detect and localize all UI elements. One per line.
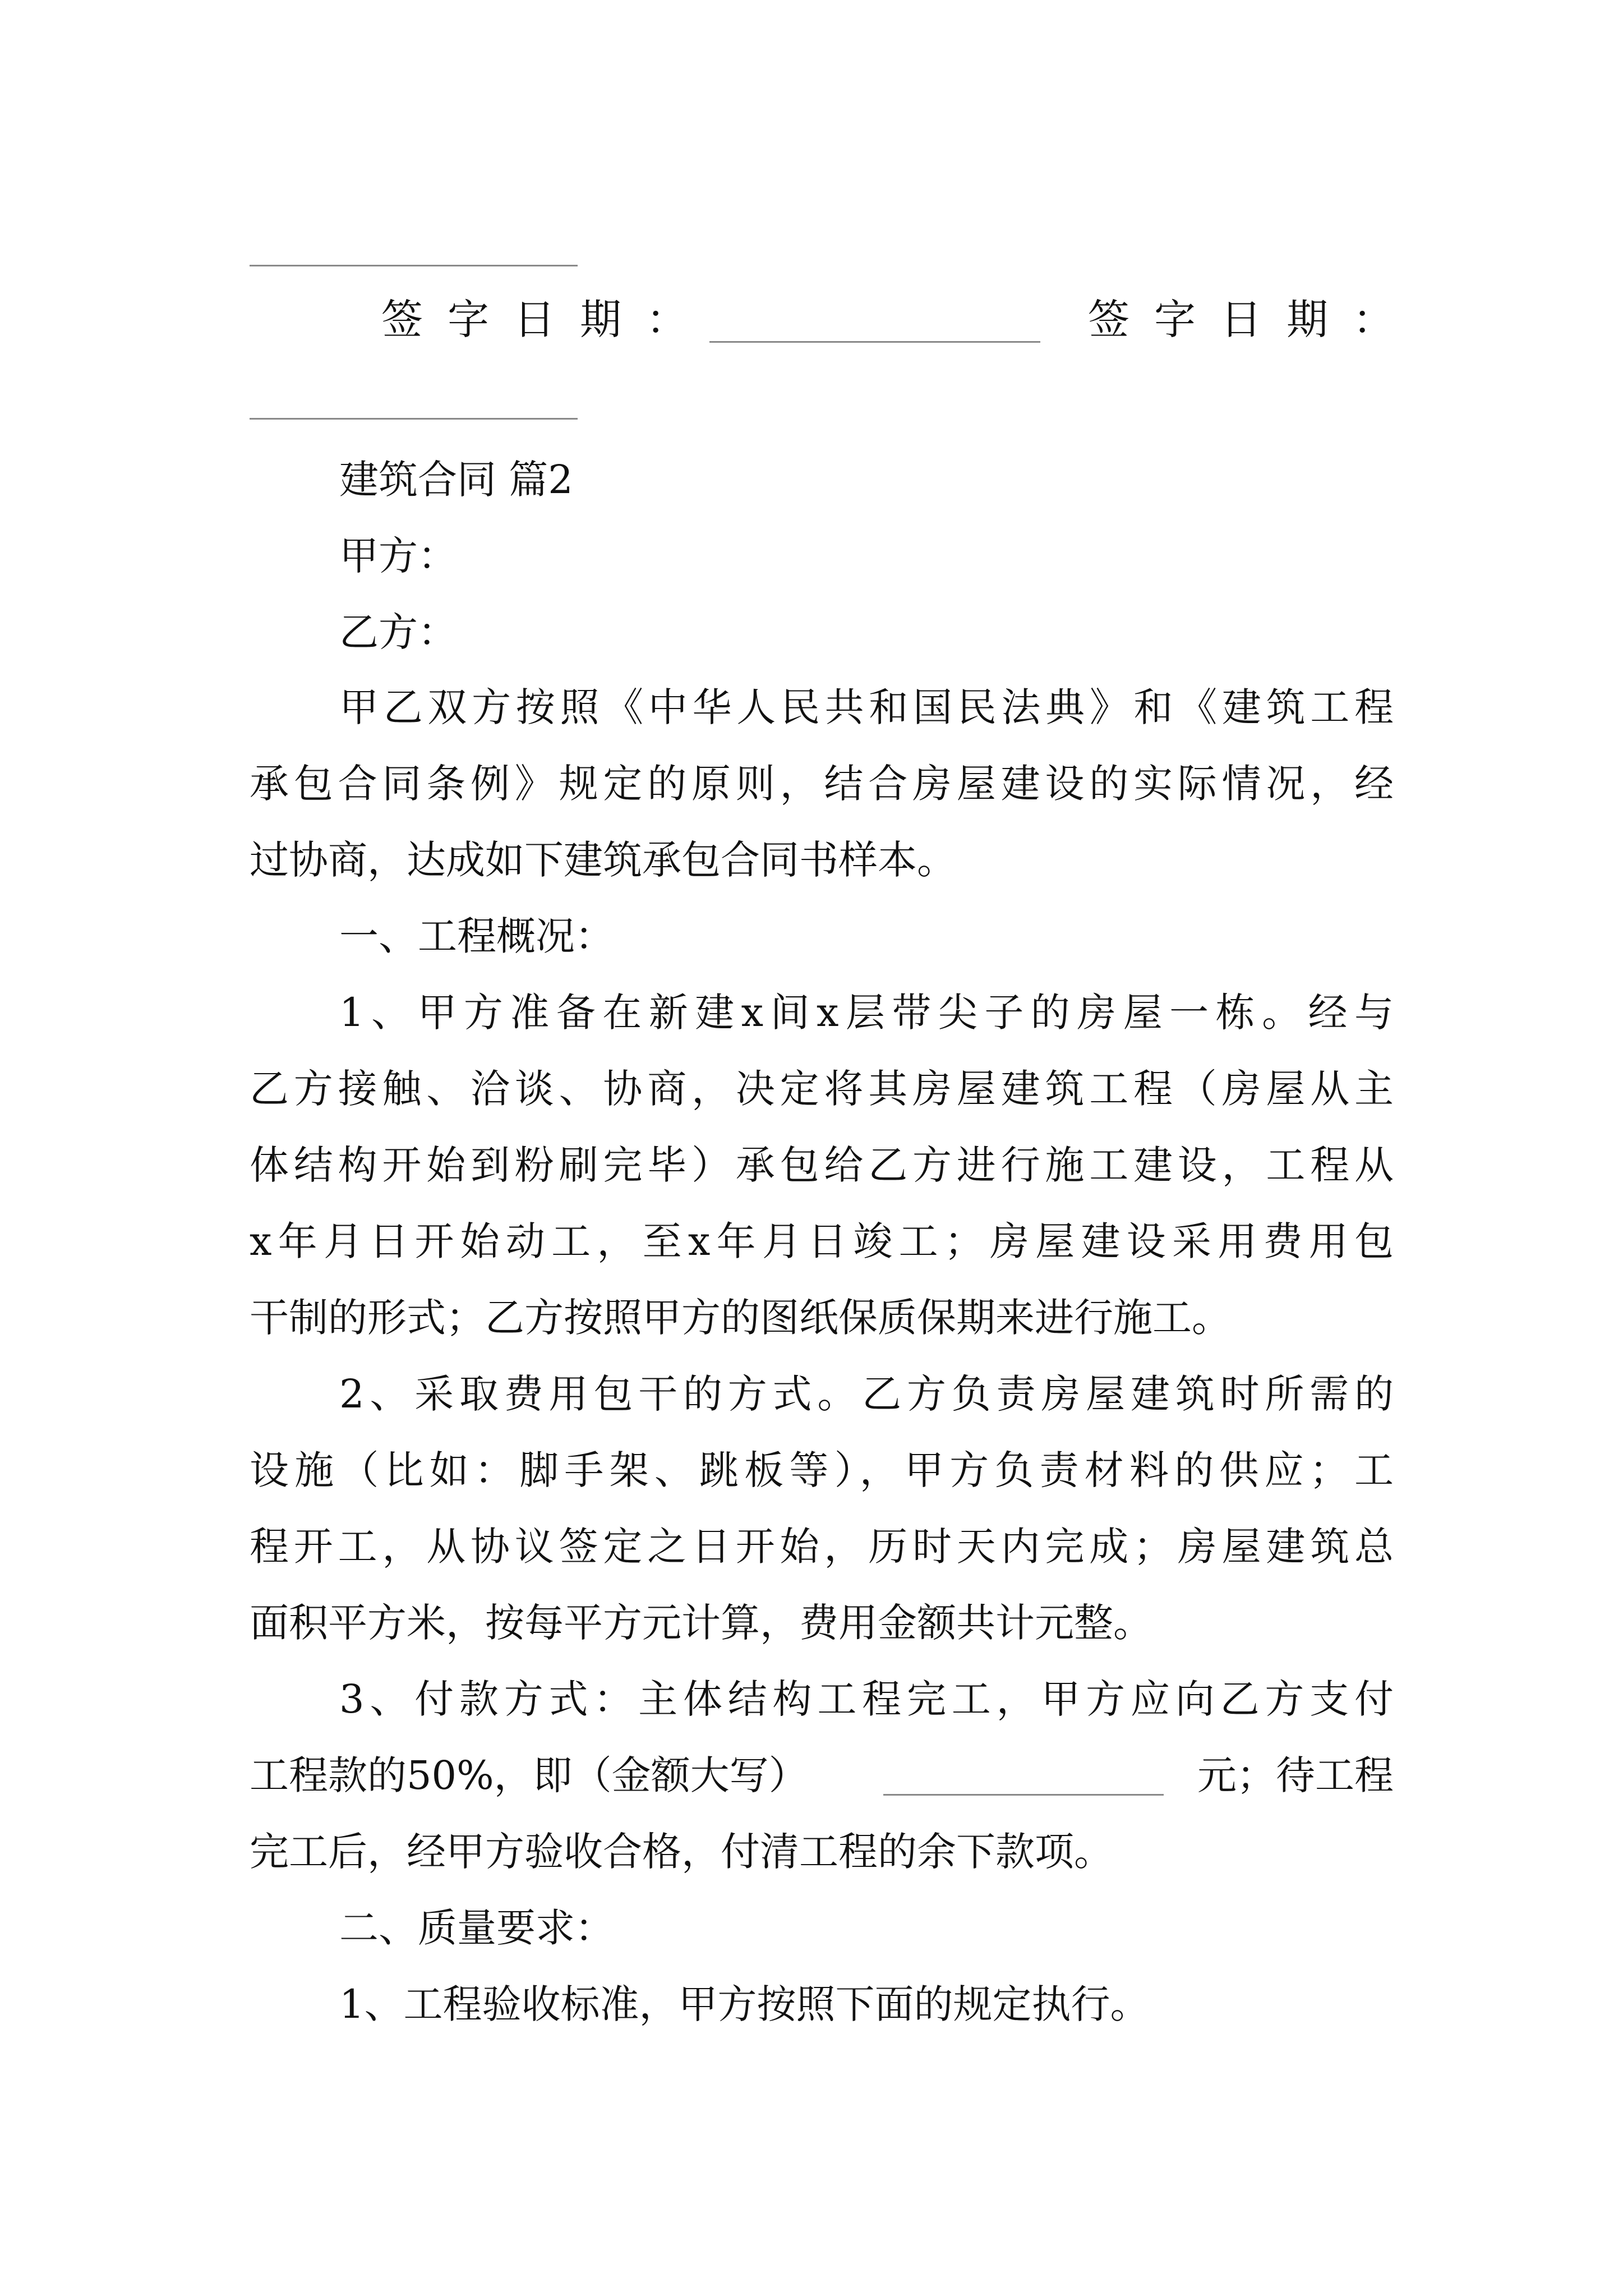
section-1-title: 一、工程概况： <box>339 913 614 959</box>
signature-line-bottom <box>250 418 578 420</box>
amount-blank[interactable] <box>883 1794 1164 1796</box>
item-2-line: 面积平方米，按每平方元计算，费用金额共计元整。 <box>250 1600 1152 1646</box>
item-1-line: x年月日开始动工，至x年月日竣工；房屋建设采用费用包 <box>250 1218 1394 1264</box>
item-2-line: 2、采取费用包干的方式。乙方负责房屋建筑时所需的 <box>339 1371 1394 1417</box>
party-b-label: 乙方： <box>339 609 457 655</box>
item-1-line: 1、甲方准备在新建x间x层带尖子的房屋一栋。经与 <box>339 990 1394 1036</box>
party-a-label: 甲方： <box>339 533 457 579</box>
item-1-line: 乙方接触、洽谈、协商，决定将其房屋建筑工程（房屋从主 <box>250 1066 1394 1112</box>
signature-date-label-right: 签字日期： <box>1088 296 1419 344</box>
item-3-line-after-blank: 元；待工程 <box>1197 1752 1394 1798</box>
item-3-line: 完工后，经甲方验收合格，付清工程的余下款项。 <box>250 1829 1113 1875</box>
item-3-line: 3、付款方式：主体结构工程完工，甲方应向乙方支付 <box>339 1676 1394 1722</box>
intro-line: 甲乙双方按照《中华人民共和国民法典》和《建筑工程 <box>339 684 1394 730</box>
item-3-line-before-blank: 工程款的50%，即（金额大写） <box>250 1752 808 1798</box>
item-1-line: 体结构开始到粉刷完毕）承包给乙方进行施工建设，工程从 <box>250 1142 1394 1188</box>
item-2-line: 设施（比如：脚手架、跳板等），甲方负责材料的供应；工 <box>250 1447 1394 1493</box>
contract-title: 建筑合同 篇2 <box>339 457 573 503</box>
intro-line: 承包合同条例》规定的原则，结合房屋建设的实际情况，经 <box>250 761 1394 807</box>
section-2-title: 二、质量要求： <box>339 1905 614 1951</box>
signature-line-top <box>250 265 578 266</box>
signature-date-label-left: 签字日期： <box>381 296 712 344</box>
item-1-line: 干制的形式；乙方按照甲方的图纸保质保期来进行施工。 <box>250 1295 1231 1341</box>
signature-date-blank-left[interactable] <box>709 341 1040 343</box>
intro-line: 过协商，达成如下建筑承包合同书样本。 <box>250 837 956 883</box>
quality-item-1: 1、工程验收标准，甲方按照下面的规定执行。 <box>339 1981 1150 2027</box>
item-2-line: 程开工，从协议签定之日开始，历时天内完成；房屋建筑总 <box>250 1524 1394 1570</box>
